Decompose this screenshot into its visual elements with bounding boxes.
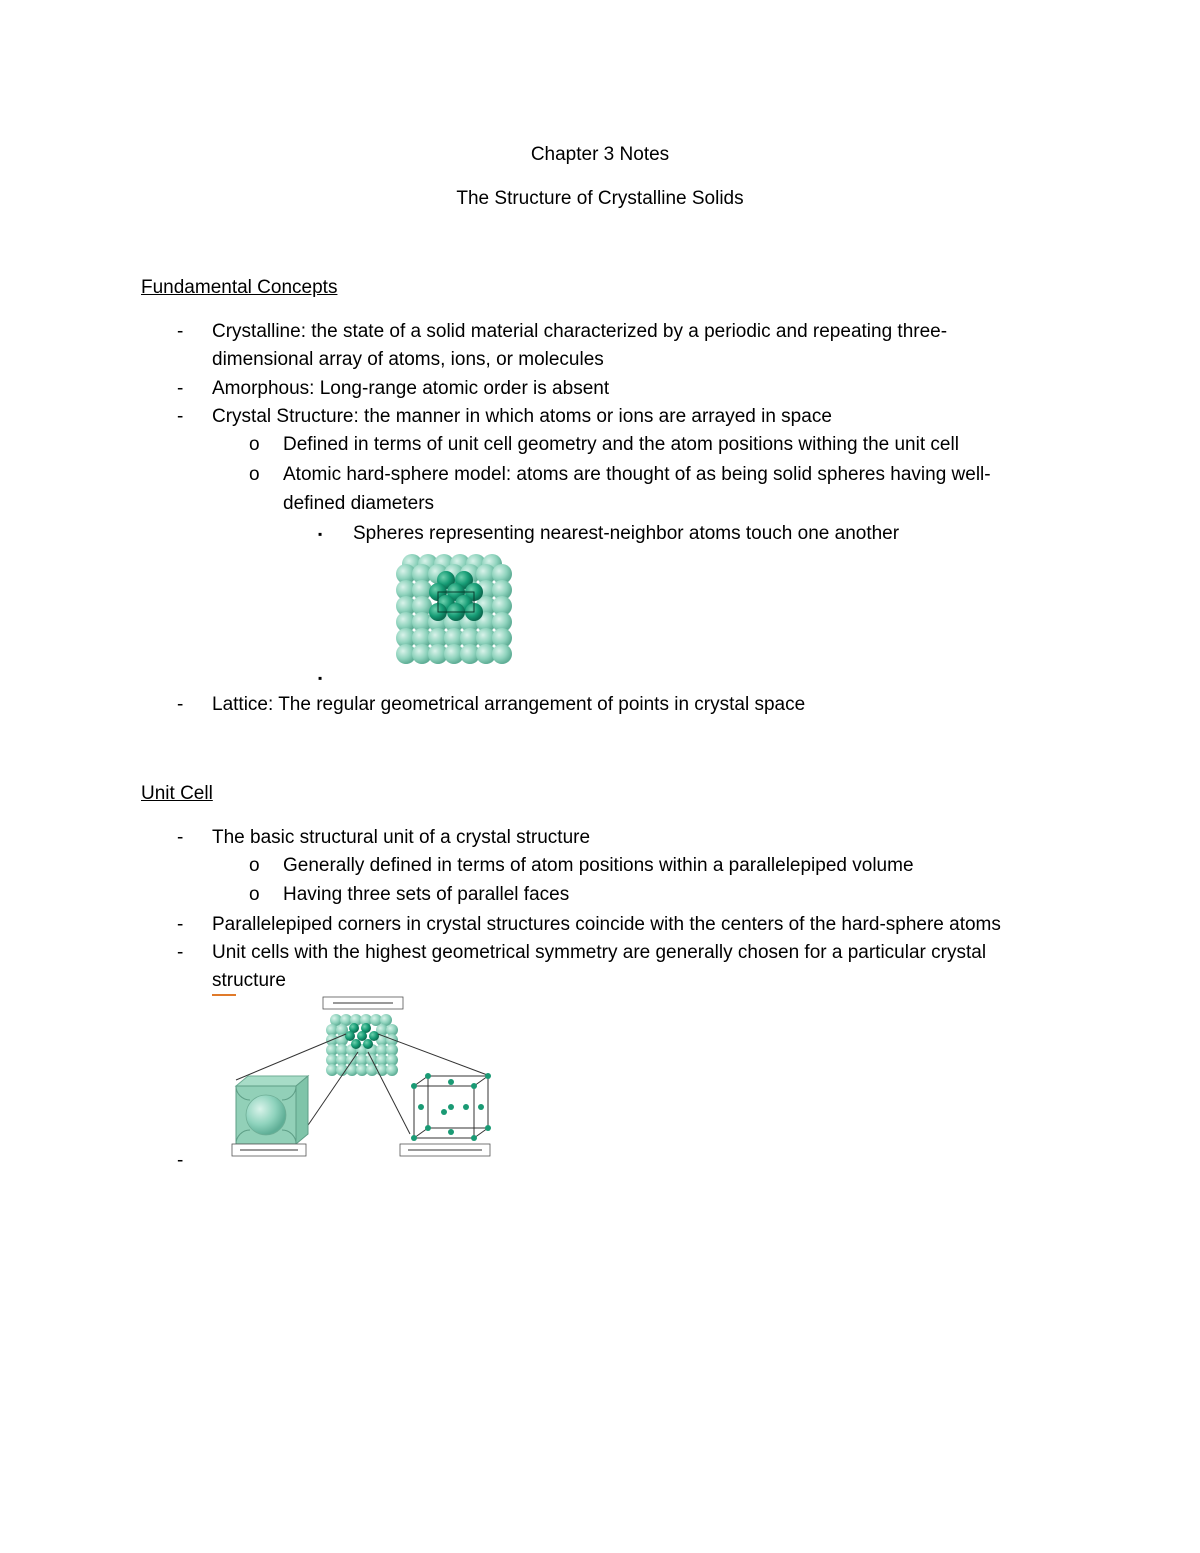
bullet-square: ▪ — [318, 671, 323, 685]
subsubitem-nearest-neighbor: Spheres representing nearest-neighbor atoms touch one another — [353, 523, 900, 544]
page-title: Chapter 3 Notes — [530, 144, 670, 165]
bullet-dash: - — [177, 406, 184, 427]
item-basic-unit: The basic structural unit of a crystal structure — [212, 827, 591, 848]
subitem-parallelepiped-volume: Generally defined in terms of atom positions within a parallelepiped volume — [283, 855, 914, 876]
hard-sphere-lattice-image — [362, 550, 552, 678]
item-crystalline: Crystalline: the state of a solid material characterized by a periodic and repeating three- — [212, 321, 948, 342]
item-crystalline-cont: dimensional array of atoms, ions, or molecules — [212, 349, 604, 370]
bullet-dash: - — [177, 914, 184, 935]
section-heading-fundamental-concepts: Fundamental Concepts — [141, 277, 338, 298]
section-heading-unit-cell: Unit Cell — [141, 783, 213, 804]
item-symmetry-cont: structure — [212, 970, 286, 991]
bullet-square: ▪ — [318, 527, 323, 541]
subitem-hard-sphere-model-cont: defined diameters — [283, 493, 435, 514]
subitem-parallel-faces: Having three sets of parallel faces — [283, 884, 570, 905]
bullet-dash: - — [177, 1150, 184, 1171]
item-lattice: Lattice: The regular geometrical arrangement of points in crystal space — [212, 694, 806, 715]
subitem-unit-cell-geometry: Defined in terms of unit cell geometry and the atom positions withing the unit cell — [283, 434, 959, 455]
unit-cell-diagram-image — [228, 994, 498, 1160]
subitem-hard-sphere-model: Atomic hard-sphere model: atoms are thought of as being solid spheres having well- — [283, 464, 991, 485]
bullet-dash: - — [177, 827, 184, 848]
bullet-circle: o — [249, 884, 260, 905]
bullet-dash: - — [177, 942, 184, 963]
bullet-dash: - — [177, 378, 184, 399]
bullet-dash: - — [177, 694, 184, 715]
page-subtitle: The Structure of Crystalline Solids — [456, 188, 744, 209]
item-amorphous: Amorphous: Long-range atomic order is absent — [212, 378, 610, 399]
bullet-dash: - — [177, 321, 184, 342]
bullet-circle: o — [249, 464, 260, 485]
item-corners: Parallelepiped corners in crystal structures coincide with the centers of the hard-sphere atoms — [212, 914, 1001, 935]
item-symmetry: Unit cells with the highest geometrical symmetry are generally chosen for a particular crystal — [212, 942, 987, 963]
bullet-circle: o — [249, 434, 260, 455]
item-crystal-structure: Crystal Structure: the manner in which atoms or ions are arrayed in space — [212, 406, 832, 427]
bullet-circle: o — [249, 855, 260, 876]
